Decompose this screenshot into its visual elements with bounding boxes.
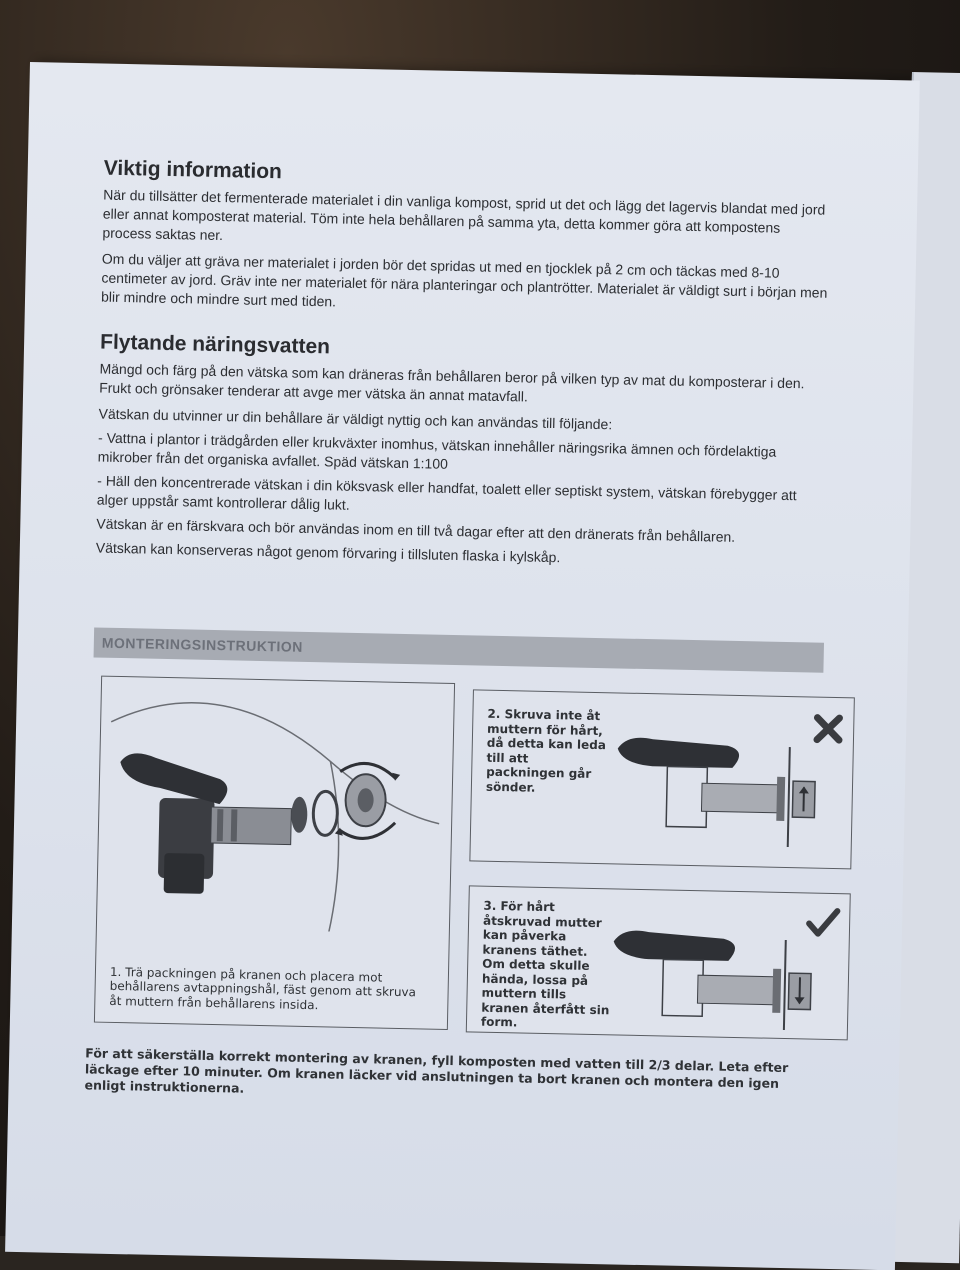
page-content xyxy=(84,156,833,1109)
section-title-flytande-naringsvatten: Flytande näringsvatten xyxy=(99,330,331,359)
paragraph: När du tillsätter det fermenterade materialet i din vanliga kompost, sprid ut det och lägg det lagervis blandat med jord eller annat komposterat material. Töm inte hela behållaren på samma yta, detta kommer göra att kompostens process saktas ner. xyxy=(102,186,826,244)
figure-2 xyxy=(469,689,855,869)
paragraph: Vätskan är en färskvara och bör användas inom en till två dagar efter att den dränerats från behållaren. xyxy=(96,515,736,545)
figure-3-caption: 3. För hårt åtskruvad mutter kan påverka kranens täthet. Om detta skulle hända, lossa på muttern tills kranen återfått sin form. xyxy=(480,898,610,1030)
cross-icon xyxy=(811,712,846,747)
figure-3 xyxy=(466,885,851,1040)
figure-1 xyxy=(94,676,455,1030)
list-item: - Häll den koncentrerade vätskan i din köksvask eller handfat, toalett eller septiskt system, vätskan förebygger att alger uppstår samt kontrollerar dålig lukt. xyxy=(96,472,797,513)
paragraph: Vätskan kan konserveras något genom förvaring i tillsluten flaska i kylskåp. xyxy=(95,539,561,566)
list-item: - Vattna i plantor i trädgården eller krukväxter inomhus, vätskan innehåller näringsrika ämnen och fördelaktiga mikrober från det organiska avfallet. Späd vätskan 1:100 xyxy=(97,429,777,472)
footer-note: För att säkerställa korrekt montering av kranen, fyll komposten med vatten till 2/3 delar. Leta efter läckage efter 10 minuter. Om kranen läcker vid anslutningen ta bort kranen och montera den igen enligt instruktionerna. xyxy=(84,1045,789,1096)
paragraph: Om du väljer att gräva ner materialet i jorden bör det spridas ut med en tjocklek på 2 cm och täckas med 8-10 centimeter av jord. Gräv inte ner materialet för nära planteringar och plantrötter. Materialet är väldigt surt i början men blir mindre och mindre surt med tiden. xyxy=(100,250,828,310)
paragraph: Mängd och färg på den vätska som kan dräneras från behållaren beror på vilken typ av mat du komposterar i den. Frukt och grönsaker tenderar att avge mer vätska än annat matavfall. xyxy=(99,360,805,405)
faucet-assembly-illustration xyxy=(97,677,454,934)
manual-page xyxy=(5,62,920,1270)
instruction-figures xyxy=(86,675,823,1050)
section-title-viktig-information: Viktig information xyxy=(103,156,283,184)
paragraph: Vätskan du utvinner ur din behållare är väldigt nyttig och kan användas till följande: xyxy=(98,405,613,433)
figure-1-caption: 1. Trä packningen på kranen och placera mot behållarens avtappningshål, fäst genom att skruva åt muttern från behållarens insida. xyxy=(109,964,417,1012)
section-banner: MONTERINGSINSTRUKTION xyxy=(94,627,824,672)
check-icon xyxy=(805,905,842,940)
figure-2-caption: 2. Skruva inte åt muttern för hårt, då detta kan leda till att packningen går sönder. xyxy=(485,706,607,795)
